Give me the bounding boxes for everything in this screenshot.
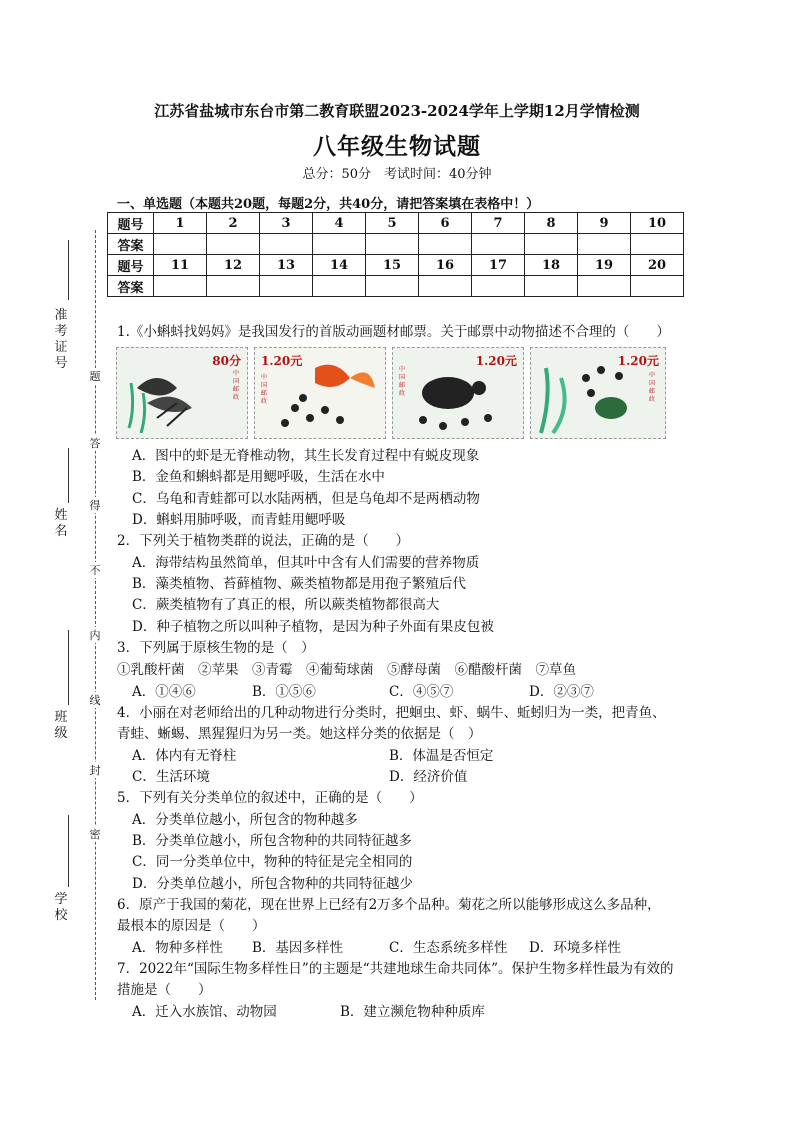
question-number: 11 bbox=[154, 255, 207, 276]
question-number: 12 bbox=[207, 255, 260, 276]
option: A．迁入水族馆、动物园 bbox=[132, 1004, 277, 1020]
answer-cell[interactable] bbox=[260, 234, 313, 255]
seal-char: 得 bbox=[89, 499, 101, 512]
seal-char: 内 bbox=[89, 629, 101, 642]
answer-cell[interactable] bbox=[631, 234, 684, 255]
question-number: 15 bbox=[366, 255, 419, 276]
option: A．海带结构虽然简单，但其叶中含有人们需要的营养物质 bbox=[132, 555, 480, 571]
question-number: 1 bbox=[154, 213, 207, 234]
stamp-turtle bbox=[392, 347, 524, 439]
table-row bbox=[108, 276, 684, 297]
option: D．环境多样性 bbox=[529, 940, 621, 956]
answer-cell[interactable] bbox=[207, 234, 260, 255]
stamp-value: 80分 bbox=[212, 354, 241, 368]
question-number: 18 bbox=[525, 255, 578, 276]
option: A．体内有无脊柱 bbox=[132, 748, 237, 764]
option: C．生态系统多样性 bbox=[389, 940, 508, 956]
row-label: 题号 bbox=[108, 255, 154, 276]
row-label: 题号 bbox=[108, 213, 154, 234]
question-number: 20 bbox=[631, 255, 684, 276]
answer-cell[interactable] bbox=[419, 276, 472, 297]
option: D．②③⑦ bbox=[529, 684, 594, 700]
exam-info: 总分：50分 考试时间：40分钟 bbox=[302, 167, 492, 182]
question-stem-cont: 措施是（ ） bbox=[117, 982, 212, 998]
binding-line bbox=[95, 230, 96, 1000]
question-number: 4 bbox=[313, 213, 366, 234]
question-number: 2 bbox=[207, 213, 260, 234]
page-title: 八年级生物试题 bbox=[313, 133, 481, 160]
table-row bbox=[108, 234, 684, 255]
stamp-shrimp bbox=[116, 347, 248, 439]
answer-table bbox=[107, 212, 684, 297]
seal-char: 封 bbox=[89, 764, 101, 777]
question-stem: 6．原产于我国的菊花，现在世界上已经有2万多个品种。菊花之所以能够形成这么多品种， bbox=[117, 897, 661, 913]
option: C．蕨类植物有了真正的根，所以蕨类植物都很高大 bbox=[132, 597, 440, 613]
option: A．①④⑥ bbox=[132, 684, 196, 700]
stamp-goldfish bbox=[254, 347, 386, 439]
option: C．生活环境 bbox=[132, 769, 210, 785]
seal-char: 线 bbox=[89, 694, 101, 707]
answer-cell[interactable] bbox=[525, 276, 578, 297]
option: D．经济价值 bbox=[389, 769, 468, 785]
exam-number-label: 准考证号 bbox=[54, 308, 68, 371]
stamp-value: 1.20元 bbox=[475, 354, 517, 368]
answer-cell[interactable] bbox=[578, 276, 631, 297]
option: B．分类单位越小，所包含物种的共同特征越多 bbox=[132, 833, 412, 849]
option: A．物种多样性 bbox=[132, 940, 223, 956]
question-stem: 3．下列属于原核生物的是（ ） bbox=[117, 640, 315, 656]
question-stem-cont: 最根本的原因是（ ） bbox=[117, 918, 266, 934]
option: C．乌龟和青蛙都可以水陆两栖，但是乌龟却不是两栖动物 bbox=[132, 491, 480, 507]
question-number: 3 bbox=[260, 213, 313, 234]
answer-cell[interactable] bbox=[631, 276, 684, 297]
option: A．图中的虾是无脊椎动物，其生长发育过程中有蜕皮现象 bbox=[132, 448, 480, 464]
question-number: 19 bbox=[578, 255, 631, 276]
option: B．金鱼和蝌蚪都是用鳃呼吸，生活在水中 bbox=[132, 469, 385, 485]
question-stem: 2．下列关于植物类群的说法，正确的是（ ） bbox=[117, 533, 410, 549]
question-stem: 5．下列有关分类单位的叙述中，正确的是（ ） bbox=[117, 790, 423, 806]
answer-cell[interactable] bbox=[207, 276, 260, 297]
option: D．分类单位越小，所包含物种的共同特征越少 bbox=[132, 876, 413, 892]
option: C．同一分类单位中，物种的特征是完全相同的 bbox=[132, 854, 413, 870]
item-list: ①乳酸杆菌 ②苹果 ③青霉 ④葡萄球菌 ⑤酵母菌 ⑥醋酸杆菌 ⑦草鱼 bbox=[117, 662, 576, 678]
name-label: 姓名 bbox=[54, 508, 68, 539]
section-heading: 一、单选题（本题共20题，每题2分，共40分，请把答案填在表格中！） bbox=[117, 197, 540, 212]
stamp-country: 中国邮政 bbox=[399, 366, 406, 397]
answer-cell[interactable] bbox=[419, 234, 472, 255]
question-number: 14 bbox=[313, 255, 366, 276]
question-number: 10 bbox=[631, 213, 684, 234]
option: B．藻类植物、苔藓植物、蕨类植物都是用孢子繁殖后代 bbox=[132, 576, 466, 592]
exam-header-line: 江苏省盐城市东台市第二教育联盟2023-2024学年上学期12月学情检测 bbox=[154, 102, 640, 120]
question-stem-cont: 青蛙、蜥蜴、黑猩猩归为另一类。她这样分类的依据是（ ） bbox=[117, 726, 482, 742]
answer-cell[interactable] bbox=[525, 234, 578, 255]
seal-char: 题 bbox=[89, 370, 101, 383]
stamp-value: 1.20元 bbox=[617, 354, 659, 368]
question-number: 16 bbox=[419, 255, 472, 276]
question-number: 6 bbox=[419, 213, 472, 234]
stamp-images bbox=[116, 347, 666, 439]
question-number: 8 bbox=[525, 213, 578, 234]
answer-cell[interactable] bbox=[154, 276, 207, 297]
row-label: 答案 bbox=[108, 234, 154, 255]
answer-cell[interactable] bbox=[154, 234, 207, 255]
school-label: 学校 bbox=[54, 892, 68, 923]
answer-cell[interactable] bbox=[578, 234, 631, 255]
seal-char: 不 bbox=[89, 564, 101, 577]
answer-cell[interactable] bbox=[313, 234, 366, 255]
stamp-frog bbox=[530, 347, 666, 439]
answer-cell[interactable] bbox=[260, 276, 313, 297]
question-number: 9 bbox=[578, 213, 631, 234]
class-label: 班级 bbox=[54, 710, 68, 741]
seal-char: 密 bbox=[89, 828, 101, 841]
option: B．基因多样性 bbox=[252, 940, 343, 956]
option: D．种子植物之所以叫种子植物，是因为种子外面有果皮包被 bbox=[132, 619, 494, 635]
table-row bbox=[108, 255, 684, 276]
question-number: 5 bbox=[366, 213, 419, 234]
row-label: 答案 bbox=[108, 276, 154, 297]
question-stem: 7．2022年“国际生物多样性日”的主题是“共建地球生命共同体”。保护生物多样性最为有效的 bbox=[117, 961, 674, 977]
option: C．④⑤⑦ bbox=[389, 684, 454, 700]
option: B．建立濒危物种种质库 bbox=[340, 1004, 485, 1020]
answer-cell[interactable] bbox=[472, 276, 525, 297]
answer-cell[interactable] bbox=[366, 276, 419, 297]
fill-line bbox=[68, 630, 69, 705]
fill-line bbox=[68, 240, 69, 300]
fill-line bbox=[68, 448, 69, 503]
question-stem: 4．小丽在对老师给出的几种动物进行分类时，把蛔虫、虾、蜗牛、蚯蚓归为一类，把青鱼、 bbox=[117, 705, 666, 721]
answer-cell[interactable] bbox=[366, 234, 419, 255]
fill-line bbox=[68, 815, 69, 887]
answer-cell[interactable] bbox=[313, 276, 366, 297]
stamp-value: 1.20元 bbox=[261, 354, 303, 368]
answer-cell[interactable] bbox=[472, 234, 525, 255]
question-number: 17 bbox=[472, 255, 525, 276]
stamp-country: 中国邮政 bbox=[649, 372, 656, 403]
option: A．分类单位越小，所包含的物种越多 bbox=[132, 812, 358, 828]
question-stem: 1.《小蝌蚪找妈妈》是我国发行的首版动画题材邮票。关于邮票中动物描述不合理的（ ） bbox=[117, 324, 670, 340]
option: B．①⑤⑥ bbox=[252, 684, 316, 700]
option: B．体温是否恒定 bbox=[389, 748, 494, 764]
seal-char: 答 bbox=[89, 437, 101, 450]
stamp-country: 中国邮政 bbox=[233, 370, 240, 401]
question-number: 13 bbox=[260, 255, 313, 276]
table-row bbox=[108, 213, 684, 234]
question-number: 7 bbox=[472, 213, 525, 234]
option: D．蝌蚪用肺呼吸，而青蛙用鳃呼吸 bbox=[132, 512, 346, 528]
stamp-country: 中国邮政 bbox=[261, 374, 268, 405]
